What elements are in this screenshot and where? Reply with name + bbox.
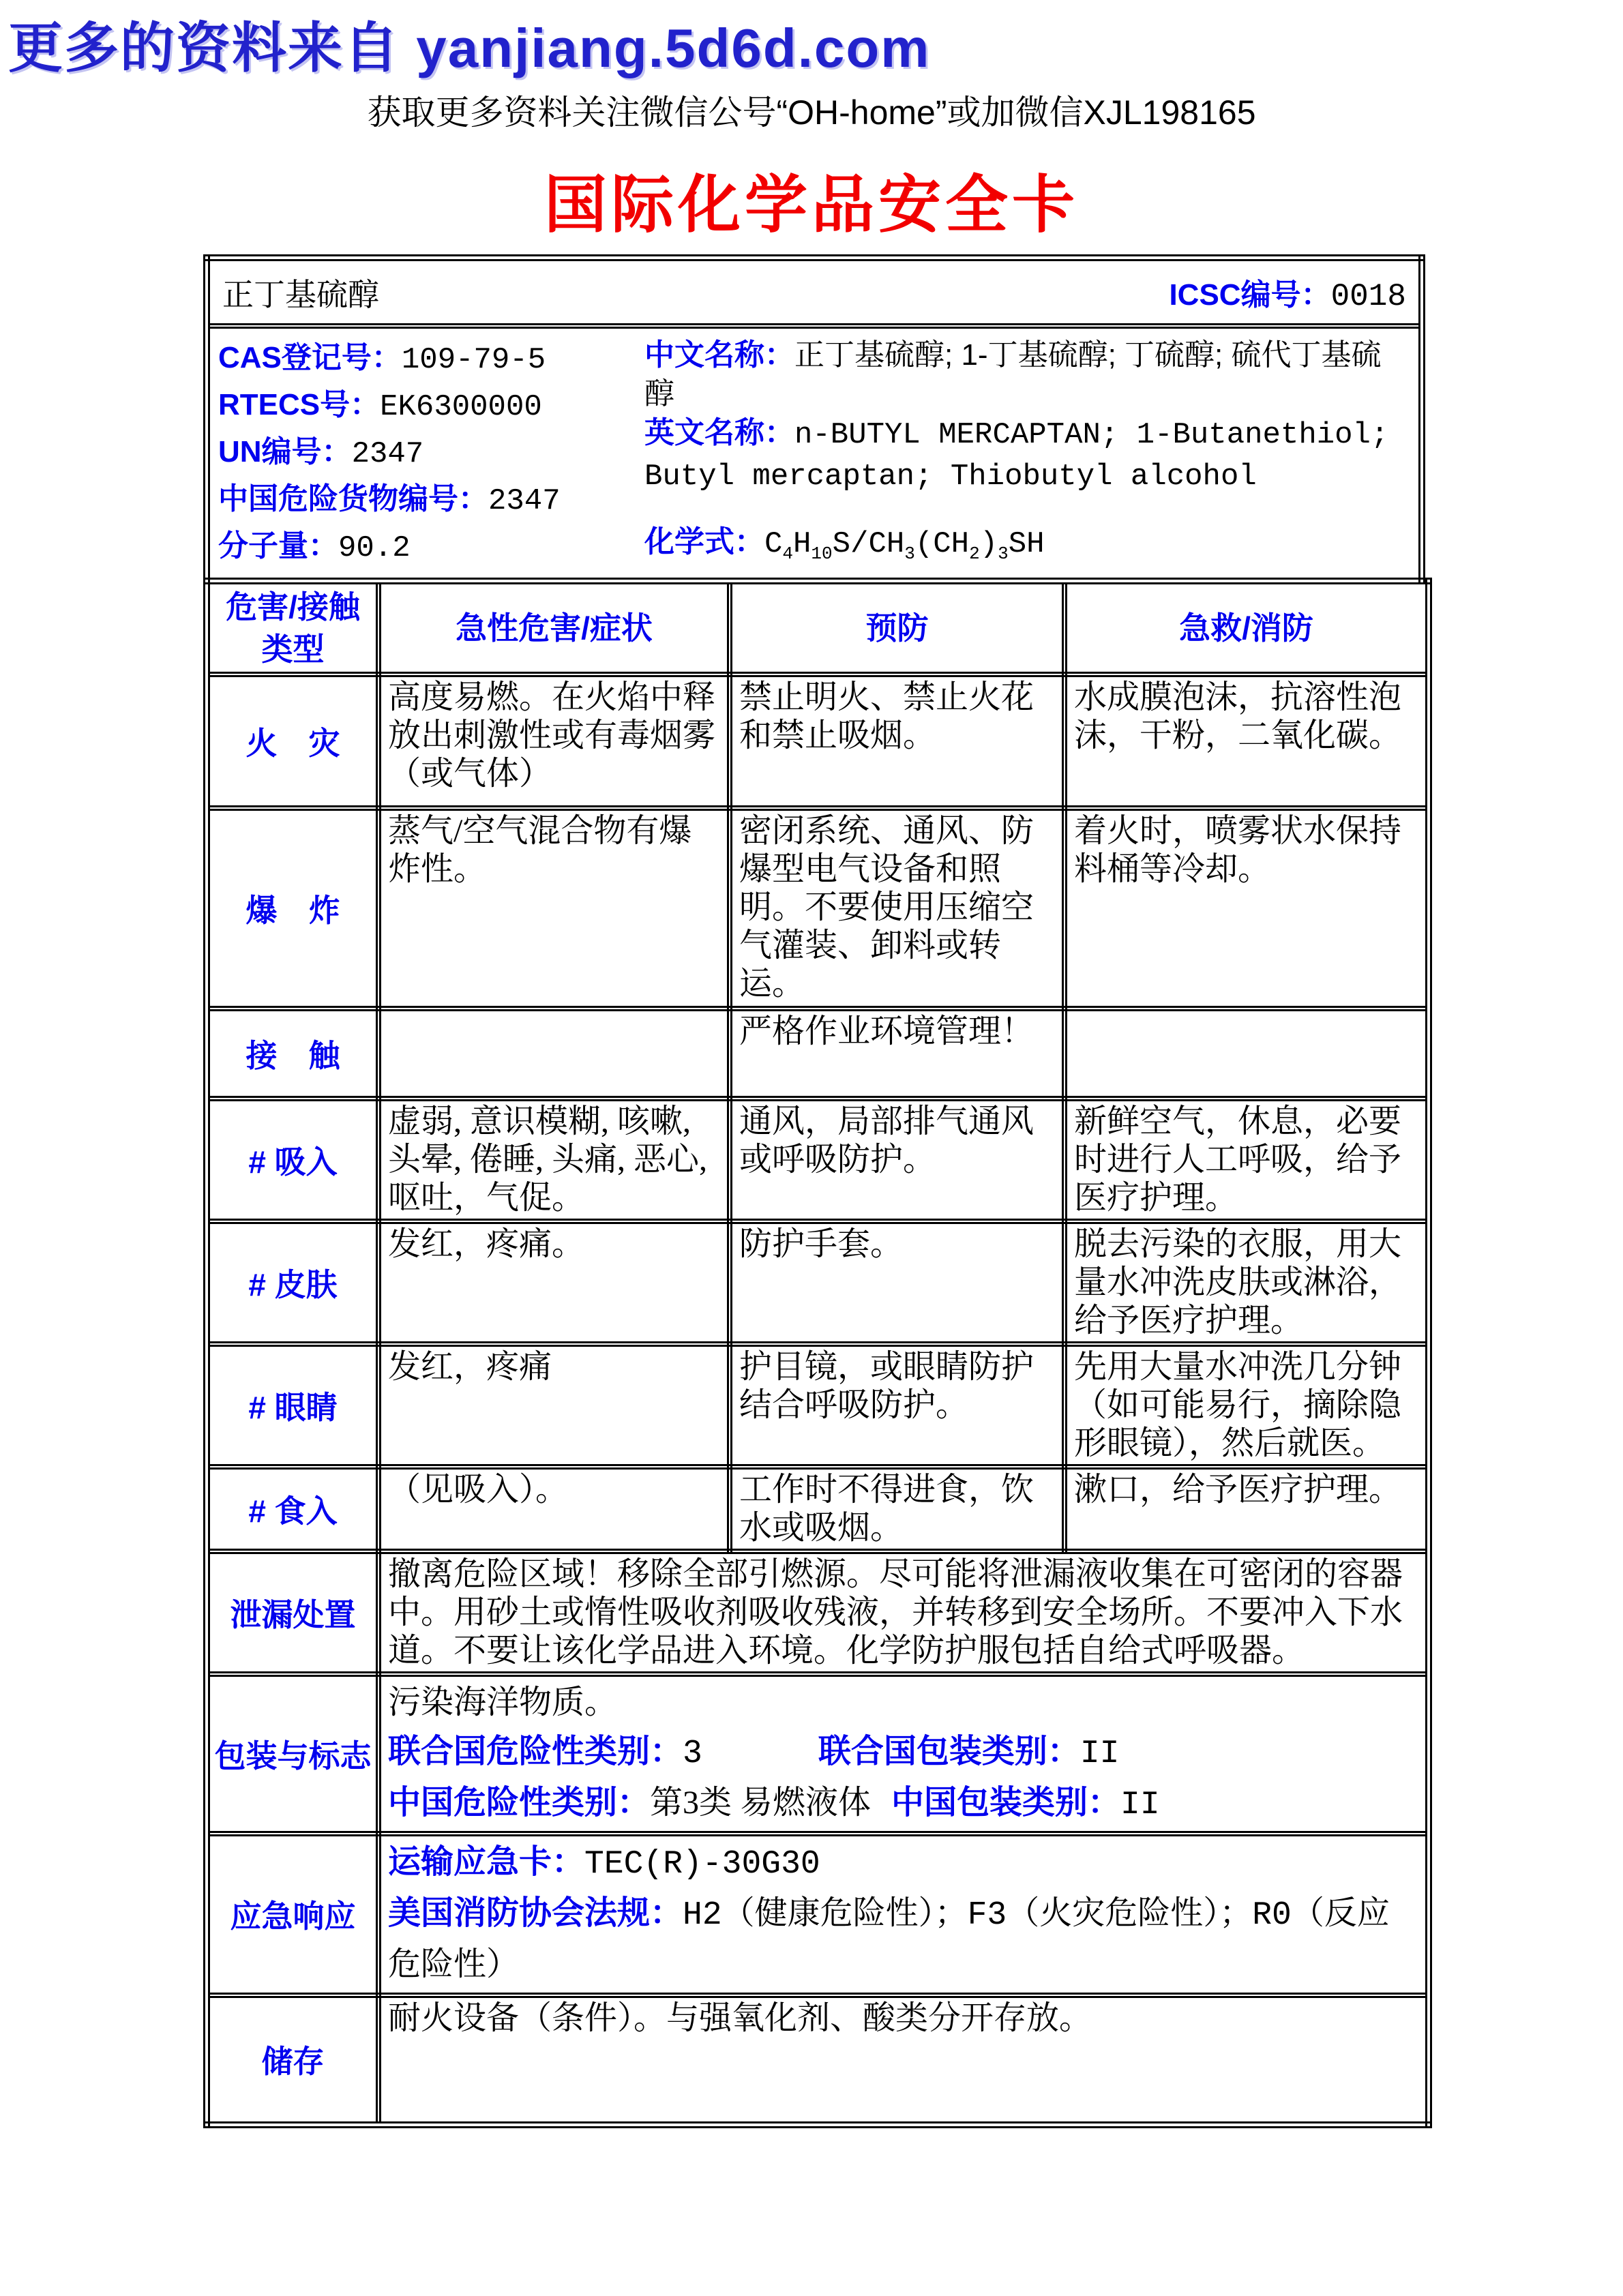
english-names-value: n-BUTYL MERCAPTAN; 1-Butanethiol; Butyl mercaptan; Thiobutyl alcohol: [644, 418, 1389, 494]
icsc-card: [203, 254, 1425, 2128]
un-hazard-class-value: 3: [683, 1735, 702, 1772]
china-packing-group-value: II: [1120, 1786, 1160, 1823]
china-classification-line: [388, 1778, 1418, 1830]
packaging-row-label: 包装与标志: [207, 1674, 378, 1834]
wechat-banner: 获取更多资料关注微信公号“OH-home”或加微信XJL198165: [367, 93, 1256, 132]
eyes-response-cell: 先用大量水冲洗几分钟（如可能易行，摘除隐形眼镜），然后就医。: [1064, 1344, 1429, 1467]
table-row: [207, 674, 1429, 808]
rtecs-number-line: [218, 383, 644, 430]
chinese-names-label: 中文名称：: [644, 338, 794, 372]
storage-row-label: 储存: [207, 1995, 378, 2125]
un-number-label: UN编号：: [218, 435, 352, 468]
molar-mass-label: 分子量：: [218, 529, 338, 563]
table-row: [207, 1995, 1429, 2125]
site-banner: 更多的资料来自 yanjiang.5d6d.com: [8, 18, 931, 78]
un-number-line: [218, 430, 644, 477]
chemical-name: 正丁基硫醇: [222, 277, 379, 312]
chinese-names-line: [644, 336, 1410, 413]
cas-number-line: [218, 336, 644, 383]
page-title: 国际化学品安全卡: [544, 170, 1079, 240]
name-row-cell: [207, 258, 1422, 326]
inhalation-prevention-cell: 通风，局部排气通风或呼吸防护。: [730, 1099, 1064, 1221]
table-row: [207, 581, 1429, 674]
table-row: [207, 1344, 1429, 1467]
contact-row-label: 接 触: [207, 1009, 378, 1099]
header-hazard-type-line2: 类型: [261, 631, 325, 667]
skin-response-cell: 脱去污染的衣服，用大量水冲洗皮肤或淋浴，给予医疗护理。: [1064, 1221, 1429, 1344]
nfpa-value: H2（健康危险性）；F3（火灾危险性）；R0（反应危险性）: [388, 1896, 1390, 1985]
skin-symptoms-cell: 发红，疼痛。: [378, 1221, 730, 1344]
registry-ids-block: [218, 336, 644, 573]
china-hazard-class-label: 中国危险性类别：: [388, 1784, 651, 1821]
icsc-number-label: ICSC编号：: [1169, 278, 1331, 312]
formula-line: [644, 522, 1410, 573]
nfpa-label: 美国消防协会法规：: [388, 1894, 683, 1931]
un-packing-group-value: II: [1079, 1735, 1120, 1772]
contact-prevention-cell: 严格作业环境管理！: [730, 1009, 1064, 1099]
tec-card-label: 运输应急卡：: [388, 1843, 585, 1880]
china-dg-number-value: 2347: [488, 484, 561, 518]
rtecs-number-label: RTECS号：: [218, 388, 381, 421]
skin-prevention-cell: 防护手套。: [730, 1221, 1064, 1344]
ingestion-response-cell: 漱口，给予医疗护理。: [1064, 1467, 1429, 1551]
english-names-line: [644, 413, 1410, 496]
eyes-symptoms-cell: 发红，疼痛: [378, 1344, 730, 1467]
explosion-response-cell: 着火时，喷雾状水保持料桶等冷却。: [1064, 808, 1429, 1009]
table-row: [207, 1099, 1429, 1221]
table-row: [207, 326, 1422, 581]
contact-symptoms-cell: [378, 1009, 730, 1099]
spill-row-label: 泄漏处置: [207, 1551, 378, 1674]
china-dg-number-label: 中国危险货物编号：: [218, 482, 488, 516]
chinese-names-value: 正丁基硫醇; 1-丁基硫醇; 丁硫醇; 硫代丁基硫醇: [644, 338, 1382, 411]
english-names-label: 英文名称：: [644, 416, 794, 449]
nfpa-line: [388, 1889, 1418, 1991]
emergency-cell: [378, 1834, 1429, 1995]
inhalation-response-cell: 新鲜空气，休息，必要时进行人工呼吸，给予医疗护理。: [1064, 1099, 1429, 1221]
contact-response-cell: [1064, 1009, 1429, 1099]
explosion-symptoms-cell: 蒸气/空气混合物有爆炸性。: [378, 808, 730, 1009]
fire-prevention-cell: 禁止明火、禁止火花和禁止吸烟。: [730, 674, 1064, 808]
explosion-row-label: 爆 炸: [207, 808, 378, 1009]
formula-value: $C_4H_{10}S/CH_3(CH_2)_3SH$: [764, 527, 1045, 564]
packaging-cell: [378, 1674, 1429, 1834]
un-packing-group-label: 联合国包装类别：: [818, 1733, 1080, 1770]
table-row: [207, 808, 1429, 1009]
storage-text-cell: 耐火设备（条件）。与强氧化剂、酸类分开存放。: [378, 1995, 1429, 2125]
header-hazard-type-line1: 危害/接触: [226, 588, 360, 625]
fire-row-label: 火 灾: [207, 674, 378, 808]
tec-card-line: [388, 1838, 1418, 1889]
hazard-table: [203, 578, 1432, 2128]
inhalation-row-label: # 吸入: [207, 1099, 378, 1221]
fire-symptoms-cell: 高度易燃。在火焰中释放出刺激性或有毒烟雾（或气体）: [378, 674, 730, 808]
un-number-value: 2347: [351, 437, 424, 471]
explosion-prevention-cell: 密闭系统、通风、防爆型电气设备和照明。不要使用压缩空气灌装、卸料或转运。: [730, 808, 1064, 1009]
un-classification-line: [388, 1727, 1418, 1778]
ingestion-prevention-cell: 工作时不得进食，饮水或吸烟。: [730, 1467, 1064, 1551]
inhalation-symptoms-cell: 虚弱, 意识模糊, 咳嗽, 头晕, 倦睡, 头痛, 恶心, 呕吐，气促。: [378, 1099, 730, 1221]
table-row: [207, 1834, 1429, 1995]
card-head-table: [203, 254, 1425, 584]
table-row: [207, 1009, 1429, 1099]
molar-mass-line: [218, 524, 644, 571]
molar-mass-value: 90.2: [338, 531, 411, 565]
icsc-number-value: 0018: [1330, 279, 1406, 314]
emergency-row-label: 应急响应: [207, 1834, 378, 1995]
icsc-number: [1169, 270, 1406, 314]
chemical-names-block: [644, 336, 1410, 573]
china-packing-group-label: 中国包装类别：: [891, 1784, 1121, 1821]
header-hazard-type: [207, 581, 378, 674]
ingestion-row-label: # 食入: [207, 1467, 378, 1551]
spill-text-cell: 撤离危险区域！移除全部引燃源。尽可能将泄漏液收集在可密闭的容器中。用砂土或惰性吸收剂吸收残液，并转移到安全场所。不要冲入下水道。不要让该化学品进入环境。化学防护服包括自给式呼吸器。: [378, 1551, 1429, 1674]
header-response: 急救/消防: [1064, 581, 1429, 674]
tec-card-value: TEC(R)-30G30: [584, 1845, 820, 1883]
table-row: [207, 1221, 1429, 1344]
skin-row-label: # 皮肤: [207, 1221, 378, 1344]
china-dg-number-line: [218, 477, 644, 524]
formula-label: 化学式：: [644, 525, 764, 558]
table-row: [207, 1467, 1429, 1551]
fire-response-cell: 水成膜泡沫，抗溶性泡沫，干粉，二氧化碳。: [1064, 674, 1429, 808]
un-hazard-class-label: 联合国危险性类别：: [388, 1733, 683, 1770]
ingestion-symptoms-cell: （见吸入）。: [378, 1467, 730, 1551]
china-hazard-class-value: 第3类 易燃液体: [650, 1784, 872, 1821]
identifiers-cell: [207, 326, 1422, 581]
cas-number-value: 109-79-5: [401, 343, 546, 377]
rtecs-number-value: EK6300000: [380, 390, 542, 424]
header-symptoms: 急性危害/症状: [378, 581, 730, 674]
cas-number-label: CAS登记号：: [218, 341, 402, 374]
table-row: [207, 1674, 1429, 1834]
eyes-prevention-cell: 护目镜，或眼睛防护结合呼吸防护。: [730, 1344, 1064, 1467]
eyes-row-label: # 眼睛: [207, 1344, 378, 1467]
marine-pollutant-line: 污染海洋物质。: [388, 1684, 618, 1720]
table-row: [207, 1551, 1429, 1674]
table-row: [207, 258, 1422, 326]
header-prevention: 预防: [730, 581, 1064, 674]
